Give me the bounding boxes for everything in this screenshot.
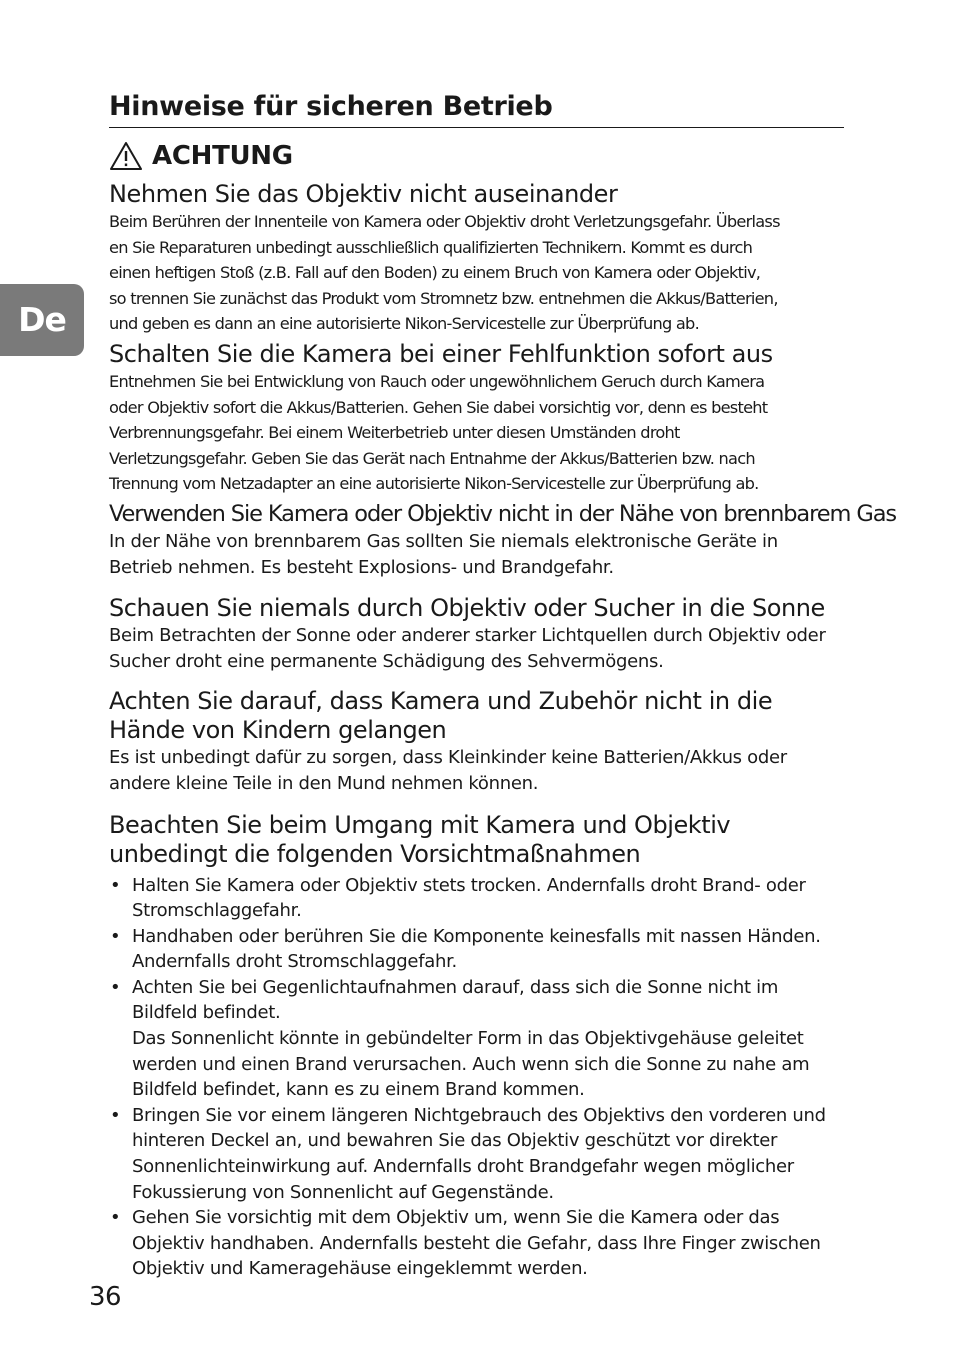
section-text: Es ist unbedingt dafür zu sorgen, dass Kleinkinder keine Batterien/Akkus oder andere kleine Teile in den Mund nehmen können. <box>109 747 787 794</box>
section-text-line: oder Objektiv sofort die Akkus/Batterien. Gehen Sie dabei vorsichtig vor, denn es besteht <box>109 397 768 417</box>
section-malfunction <box>109 340 844 497</box>
page-number: 36 <box>89 1282 122 1312</box>
list-item-text: Achten Sie bei Gegenlichtaufnahmen darauf, dass sich die Sonne nicht im Bildfeld befindet. <box>132 976 779 1024</box>
section-text: Beim Betrachten der Sonne oder anderer starker Lichtquellen durch Objektiv oder Sucher droht eine permanente Schädigung des Sehvermögens. <box>109 625 826 672</box>
section-sun <box>109 594 844 674</box>
list-item <box>109 975 844 1103</box>
list-item: • Gehen Sie vorsichtig mit dem Objektiv um, wenn Sie die Kamera oder das Objektiv handhaben. Andernfalls besteht die Gefahr, dass Ihre Finger zwischen Objektiv und Kameragehäuse eingeklemmt werden. <box>109 1205 844 1282</box>
precautions-list <box>109 873 844 1283</box>
list-item: • Bringen Sie vor einem längeren Nichtgebrauch des Objektivs den vorderen und hinteren Deckel an, und bewahren Sie das Objektiv geschützt vor direkter Sonnenlichteinwirkung auf. Andernfalls droht Brandgefahr wegen möglicher Fokussierung von Sonnenlicht auf Gegenstände. <box>109 1103 844 1205</box>
section-text-line: Verbrennungsgefahr. Bei einem Weiterbetrieb unter diesen Umständen droht <box>109 423 680 443</box>
section-text-line: Trennung vom Netzadapter an eine autorisierte Nikon-Servicestelle zur Überprüfung ab. <box>109 474 759 494</box>
section-text-line: Beim Berühren der Innenteile von Kamera oder Objektiv droht Verletzungsgefahr. Überlass <box>109 212 780 231</box>
page-content <box>109 88 897 1282</box>
section-precautions <box>109 811 844 1283</box>
section-heading: Achten Sie darauf, dass Kamera und Zubehör nicht in die Hände von Kindern gelangen <box>109 687 773 745</box>
section-text-line: Entnehmen Sie bei Entwicklung von Rauch oder ungewöhnlichem Geruch durch Kamera <box>109 371 765 391</box>
section-flammable-gas <box>109 500 897 580</box>
caution-label: ACHTUNG <box>152 141 293 171</box>
language-tab: De <box>0 284 84 356</box>
section-disassembly <box>109 180 844 337</box>
section-heading: Schalten Sie die Kamera bei einer Fehlfunktion sofort aus <box>109 339 773 368</box>
page-title: Hinweise für sicheren Betrieb <box>109 88 844 128</box>
section-text-line: so trennen Sie zunächst das Produkt vom Stromnetz bzw. entnehmen die Akkus/Batterien, <box>109 288 778 308</box>
section-text: In der Nähe von brennbarem Gas sollten Sie niemals elektronische Geräte in Betrieb nehmen. Es besteht Explosions- und Brandgefahr. <box>109 530 778 578</box>
section-text-line: en Sie Reparaturen unbedingt ausschließlich qualifizierten Technikern. Kommt es durch <box>109 237 753 257</box>
section-heading: Verwenden Sie Kamera oder Objektiv nicht in der Nähe von brennbarem Gas <box>109 500 897 527</box>
caution-header <box>109 136 844 176</box>
warning-triangle-icon <box>109 141 143 171</box>
section-text-line: Verletzungsgefahr. Geben Sie das Gerät nach Entnahme der Akkus/Batterien bzw. nach <box>109 448 755 468</box>
list-item: • Handhaben oder berühren Sie die Komponente keinesfalls mit nassen Händen. Andernfalls droht Stromschlaggefahr. <box>109 924 844 975</box>
list-item-continuation: Das Sonnenlicht könnte in gebündelter Form in das Objektivgehäuse geleitet werden und einen Brand verursachen. Auch wenn sich die Sonne zu nahe am Bildfeld befindet, kann es zu einem Brand kommen. <box>132 1028 810 1101</box>
section-heading: Schauen Sie niemals durch Objektiv oder Sucher in die Sonne <box>109 594 825 623</box>
list-item: • Halten Sie Kamera oder Objektiv stets trocken. Andernfalls droht Brand- oder Stromschlaggefahr. <box>109 873 844 924</box>
section-text-line: und geben es dann an eine autorisierte Nikon-Servicestelle zur Überprüfung ab. <box>109 314 699 334</box>
section-children <box>109 687 844 796</box>
section-heading: Nehmen Sie das Objektiv nicht auseinander <box>109 180 618 208</box>
section-heading: Beachten Sie beim Umgang mit Kamera und Objektiv unbedingt die folgenden Vorsichtmaßnahmen <box>109 810 731 868</box>
section-text-line: einen heftigen Stoß (z.B. Fall auf den Boden) zu einem Bruch von Kamera oder Objektiv, <box>109 263 761 283</box>
